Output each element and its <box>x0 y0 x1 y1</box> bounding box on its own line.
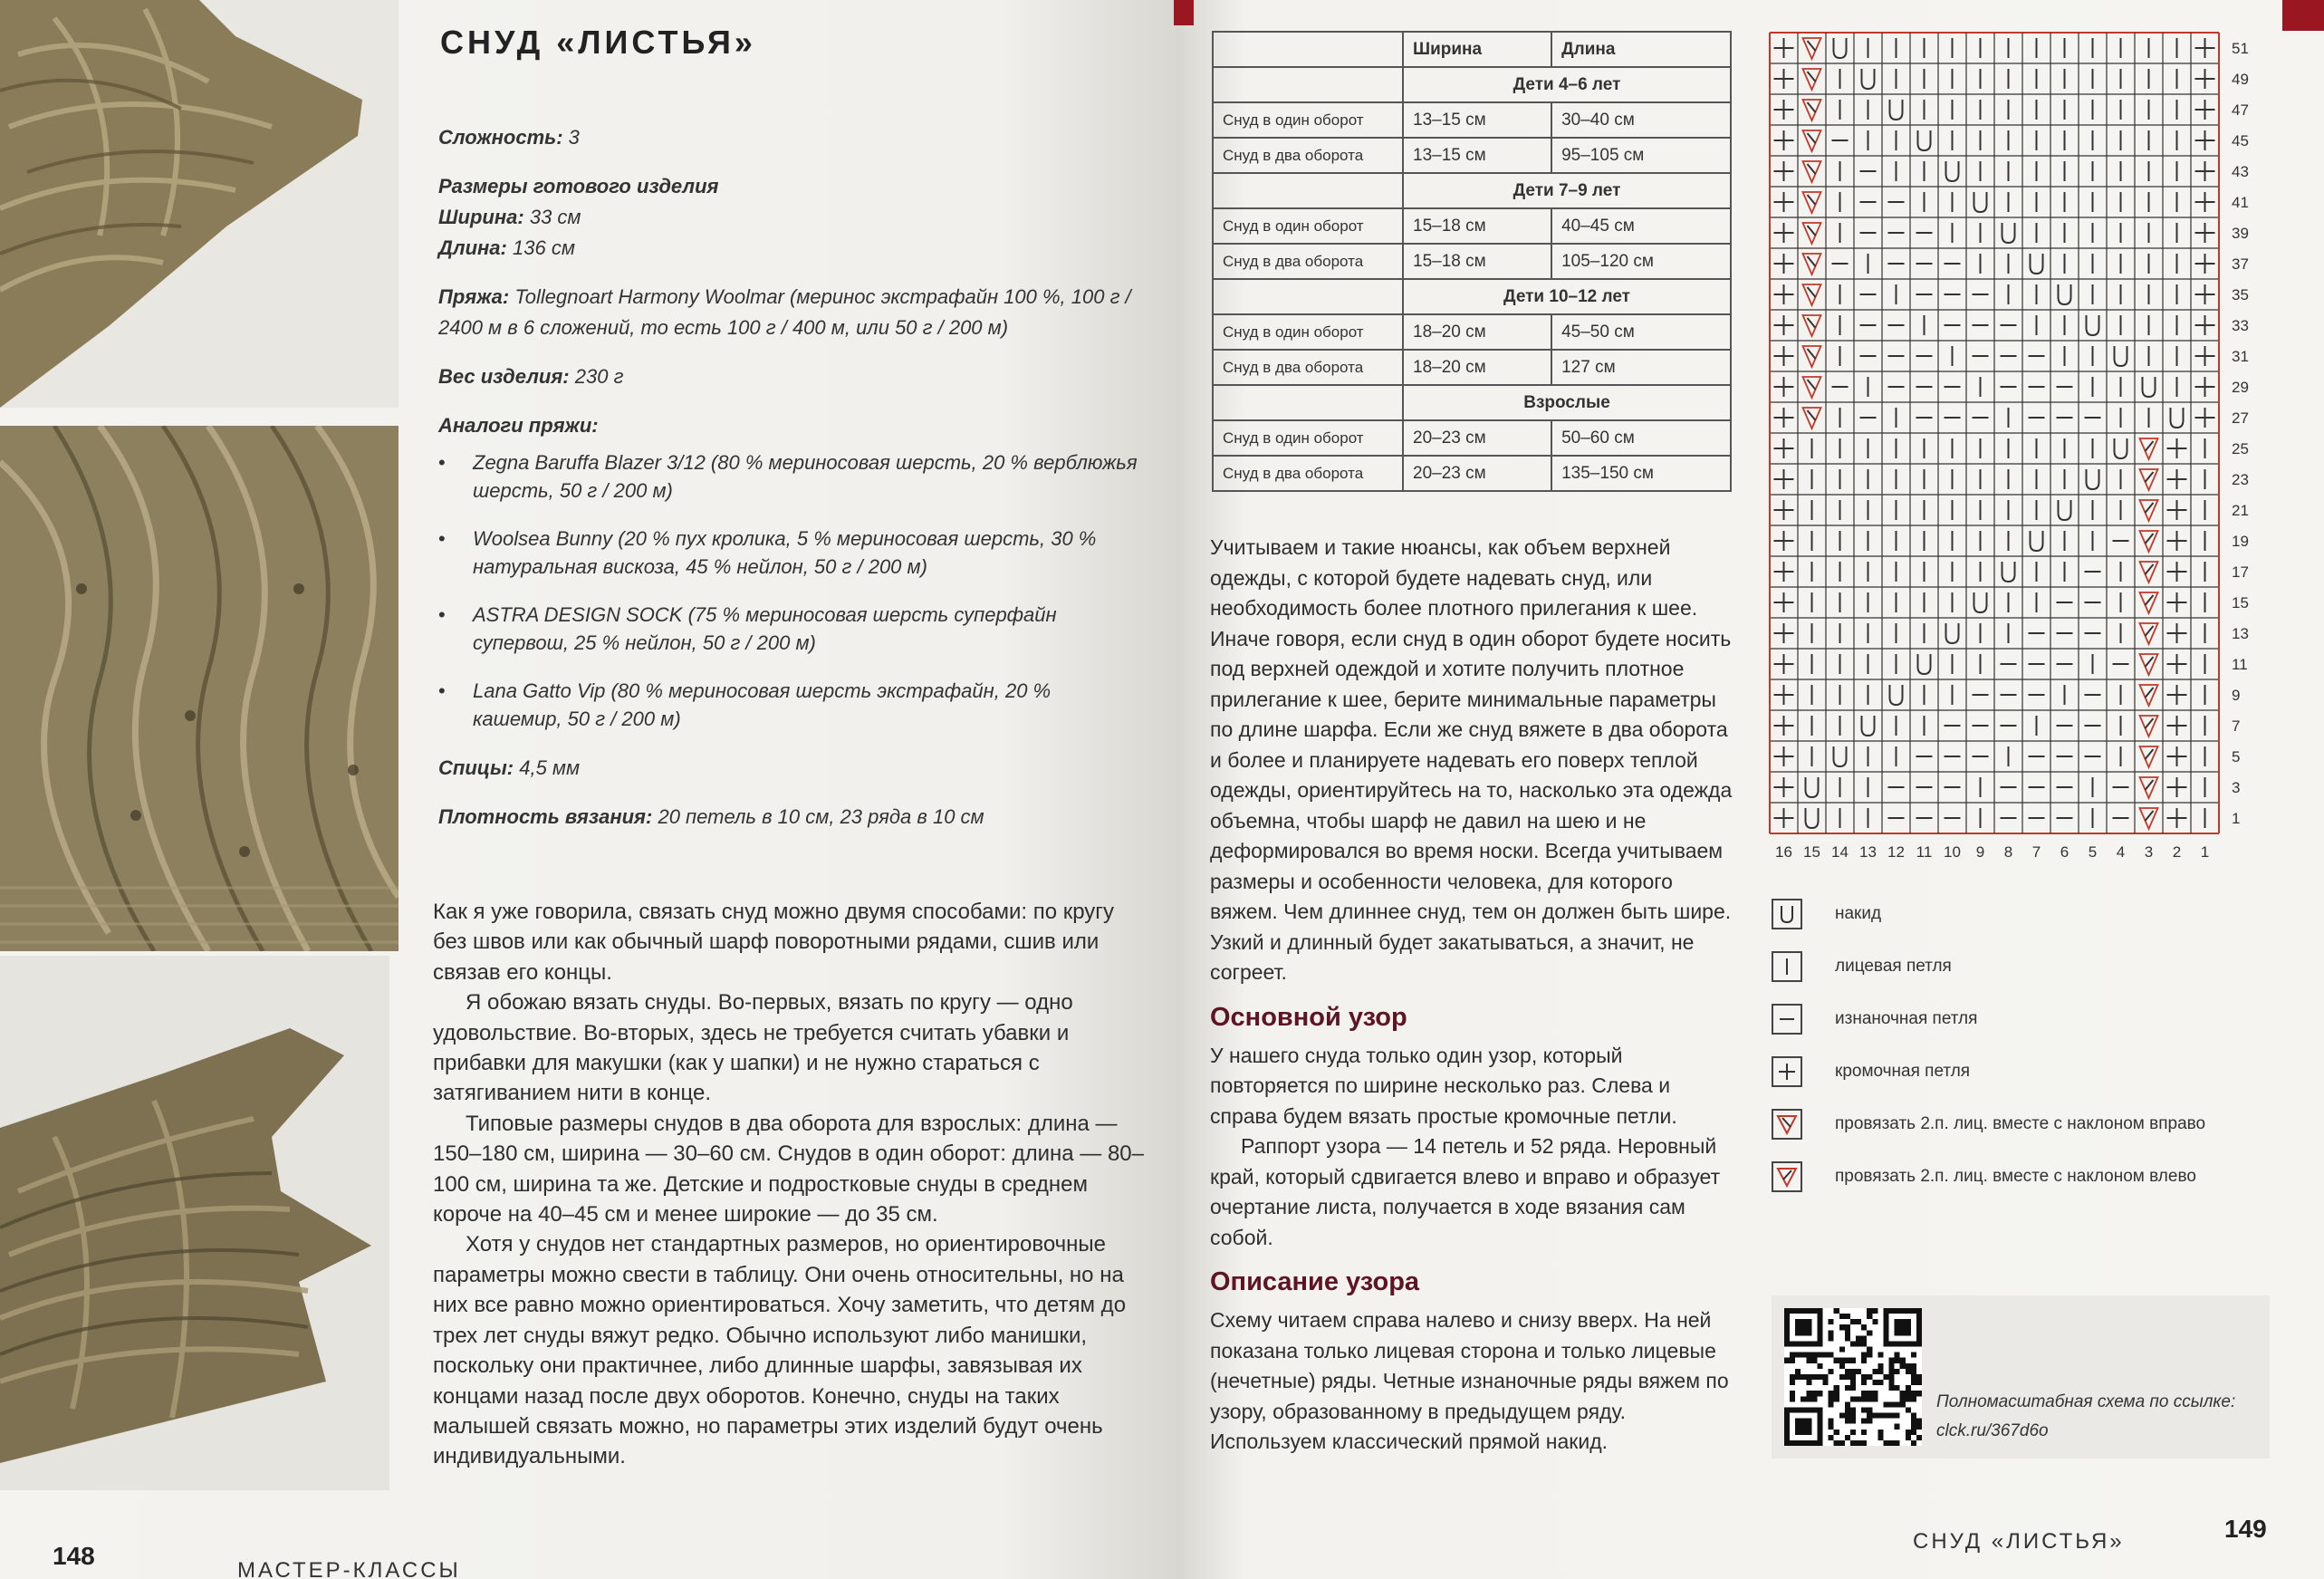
k2tog-left-mark <box>2140 500 2158 521</box>
yarn-over-icon <box>1772 899 1802 929</box>
k2tog-right-mark <box>1803 69 1821 90</box>
yarn-over-mark <box>1974 592 1987 612</box>
edge-stitch-mark <box>1774 531 1794 551</box>
legend-item: кромочная петля <box>1768 1045 2221 1098</box>
edge-stitch-mark <box>1774 377 1794 397</box>
row-number-label: 41 <box>2232 194 2249 211</box>
yarn-over-mark <box>1918 130 1931 150</box>
table-header-row: Ширина Длина <box>1213 32 1731 67</box>
row-number-label: 39 <box>2232 225 2249 242</box>
k2tog-left-mark <box>2140 654 2158 675</box>
snood-photo-closeup <box>0 426 399 951</box>
edge-stitch-mark <box>2195 223 2215 243</box>
table-group-row: Дети 4–6 лет <box>1213 67 1731 102</box>
knitting-chart <box>1768 31 2275 873</box>
column-number-label: 4 <box>2116 843 2126 861</box>
column-number-label: 15 <box>1803 843 1820 861</box>
yarn-over-mark <box>2031 254 2043 274</box>
edge-stitch-mark <box>2195 284 2215 304</box>
edge-stitch-mark <box>2195 315 2215 335</box>
column-number-label: 5 <box>2088 843 2098 861</box>
k2tog-right-mark <box>1803 254 1821 274</box>
cover-edge <box>2282 0 2324 31</box>
edge-stitch-mark <box>2167 438 2187 458</box>
yarn-over-mark <box>1946 623 1959 643</box>
edge-stitch-mark <box>2167 562 2187 582</box>
row-number-label: 5 <box>2232 748 2241 765</box>
k2tog-left-mark <box>2140 562 2158 582</box>
k2tog-left-mark <box>2140 531 2158 552</box>
running-footer-left: МАСТЕР-КЛАССЫ <box>237 1558 461 1579</box>
column-number-label: 12 <box>1887 843 1905 861</box>
yarn-over-mark <box>2059 500 2071 520</box>
k2tog-right-mark <box>1803 377 1821 398</box>
table-row: Снуд в два оборота 13–15 см 95–105 см <box>1213 138 1731 173</box>
legend-item: провязать 2.п. лиц. вместе с наклоном влево <box>1768 1151 2221 1203</box>
k2tog-left-mark <box>2140 777 2158 798</box>
row-number-label: 43 <box>2232 163 2249 180</box>
legend-item: изнаночная петля <box>1768 993 2221 1045</box>
right-body-text <box>1210 533 1733 1458</box>
edge-stitch-mark <box>2167 469 2187 489</box>
yarn-over-mark <box>1862 69 1875 89</box>
edge-stitch-mark <box>2167 531 2187 551</box>
column-number-label: 1 <box>2200 843 2210 861</box>
yarn-analogs-list <box>438 448 1145 733</box>
row-number-label: 19 <box>2232 533 2249 550</box>
edge-stitch-mark <box>2167 808 2187 828</box>
column-number-label: 11 <box>1916 843 1933 861</box>
row-number-label: 9 <box>2232 687 2241 704</box>
running-footer-right: СНУД «ЛИСТЬЯ» <box>1913 1529 2125 1554</box>
yarn-over-mark <box>1806 808 1819 828</box>
yarn-over-mark <box>2002 223 2015 243</box>
k2tog-left-icon <box>1772 1161 1802 1192</box>
purl-stitch-icon <box>1772 1004 1802 1035</box>
table-group-row: Дети 10–12 лет <box>1213 279 1731 314</box>
column-number-label: 7 <box>2031 843 2041 861</box>
k2tog-right-mark <box>1803 192 1821 213</box>
edge-stitch-mark <box>2167 746 2187 766</box>
k2tog-left-mark <box>2140 592 2158 613</box>
edge-stitch-mark <box>1774 192 1794 212</box>
edge-stitch-mark <box>2167 716 2187 736</box>
legend-item: провязать 2.п. лиц. вместе с наклоном вправо <box>1768 1098 2221 1151</box>
edge-stitch-mark <box>2195 408 2215 428</box>
pattern-specs <box>438 122 1145 833</box>
paragraph: Я обожаю вязать снуды. Во-первых, вязать по кругу — одно удовольствие. Во-вторых, здесь не требуется считать убавки и прибавки для макушки (как у шапки) и не нужно стараться с затягиванием нити в конце. <box>433 990 1073 1106</box>
column-number-label: 10 <box>1944 843 1961 861</box>
row-number-label: 25 <box>2232 440 2249 457</box>
row-number-label: 21 <box>2232 502 2249 519</box>
yarn-over-mark <box>1890 100 1903 120</box>
section-heading-main-pattern: Основной узор <box>1210 1002 1407 1032</box>
k2tog-right-mark <box>1803 38 1821 59</box>
yarn-over-mark <box>1806 777 1819 797</box>
analogs-heading: Аналоги пряжи: <box>438 414 599 437</box>
left-body-text <box>433 897 1148 1472</box>
qr-link[interactable]: clck.ru/367d6o <box>1936 1421 2049 1440</box>
yarn-over-mark <box>2115 346 2127 366</box>
snood-photo-flat <box>0 956 389 1490</box>
k2tog-right-icon <box>1772 1109 1802 1140</box>
edge-stitch-mark <box>1774 716 1794 736</box>
edge-stitch-mark <box>1774 654 1794 674</box>
yarn-over-mark <box>1890 685 1903 705</box>
yarn-over-mark <box>1918 654 1931 674</box>
k2tog-left-mark <box>2140 469 2158 490</box>
table-row: Снуд в два оборота 18–20 см 127 см <box>1213 350 1731 385</box>
gauge-line: Плотность вязания: 20 петель в 10 см, 23 ряда в 10 см <box>438 805 984 828</box>
length-line: Длина: 136 см <box>438 236 575 259</box>
knitting-chart-svg <box>1768 31 2275 873</box>
edge-stitch-mark <box>2195 38 2215 58</box>
chart-legend <box>1768 888 2221 1203</box>
row-number-label: 33 <box>2232 317 2249 334</box>
row-number-label: 35 <box>2232 286 2249 303</box>
k2tog-left-mark <box>2140 438 2158 459</box>
paragraph: Схему читаем справа налево и снизу вверх. На ней показана только лицевая сторона и только лицевые (нечетные) ряды. Четные изнаночные ряды вяжем по узору, образованному в предыдущем ряду. Используем классический прямой накид. <box>1210 1308 1729 1453</box>
complexity-line: Сложность: 3 <box>438 126 580 149</box>
edge-stitch-mark <box>2195 254 2215 274</box>
edge-stitch-mark <box>1774 284 1794 304</box>
edge-stitch-mark <box>1774 408 1794 428</box>
paragraph: У нашего снуда только один узор, который повторяется по ширине несколько раз. Слева и справа будем вязать простые кромочные петли. <box>1210 1043 1677 1128</box>
table-row: Снуд в один оборот 18–20 см 45–50 см <box>1213 314 1731 350</box>
edge-stitch-mark <box>2195 161 2215 181</box>
row-number-label: 31 <box>2232 348 2249 365</box>
paragraph: Хотя у снудов нет стандартных размеров, но ориентировочные параметры можно свести в таблицу. Они очень относительны, но на них все равно можно ориентироваться. Хочу заметить, что детям до трех лет снуды вяжут редко. Обычно используют либо манишки, поскольку они практичнее, либо длинные шарфы, завязывая их концами назад после двух оборотов. Конечно, снуды на таких малышей связать можно, но параметры этих изделий будут очень индивидуальными. <box>433 1232 1127 1469</box>
row-number-label: 27 <box>2232 409 2249 427</box>
section-heading-pattern-description: Описание узора <box>1210 1267 1420 1296</box>
k2tog-right-mark <box>1803 315 1821 336</box>
row-number-label: 29 <box>2232 379 2249 396</box>
edge-stitch-mark <box>1774 623 1794 643</box>
column-number-label: 9 <box>1975 843 1985 861</box>
row-number-label: 45 <box>2232 132 2249 149</box>
yarn-over-mark <box>2171 408 2184 428</box>
table-group-row: Дети 7–9 лет <box>1213 173 1731 208</box>
yarn-over-mark <box>2087 315 2099 335</box>
knit-stitch-icon <box>1772 951 1802 982</box>
k2tog-right-mark <box>1803 408 1821 428</box>
edge-stitch-mark <box>1774 100 1794 120</box>
k2tog-left-mark <box>2140 623 2158 644</box>
table-row: Снуд в два оборота 15–18 см 105–120 см <box>1213 244 1731 279</box>
table-row: Снуд в два оборота 20–23 см 135–150 см <box>1213 456 1731 491</box>
needles-line: Спицы: 4,5 мм <box>438 756 581 779</box>
edge-stitch-mark <box>2195 100 2215 120</box>
edge-stitch-mark <box>1774 562 1794 582</box>
yarn-over-mark <box>2115 438 2127 458</box>
edge-stitch-mark <box>1774 592 1794 612</box>
bookmark-ribbon <box>1174 0 1194 25</box>
k2tog-right-mark <box>1803 130 1821 151</box>
column-number-label: 8 <box>2003 843 2013 861</box>
row-number-label: 23 <box>2232 471 2249 488</box>
page-number-left: 148 <box>53 1542 95 1570</box>
yarn-over-mark <box>2002 562 2015 582</box>
paragraph: Учитываем и такие нюансы, как объем верхней одежды, с которой будете надевать снуд, или необходимость более плотного прилегания к шее. Иначе говоря, если снуд в один оборот будете носить под верхней одеждой и хотите получить плотное прилегание к шее, берите минимальные параметры по длине шарфа. Если же снуд вяжете в два оборота и более и планируете надевать его поверх теплой одежды, ориентируйтесь на то, насколько эта одежда объемна, чтобы шарф не давил на шею и не деформировался во время носки. Всегда учитываем размеры и особенности человека, для которого вяжем. Чем длиннее снуд, тем он должен быть шире. Узкий и длинный будет закатываться, а значит, не согреет. <box>1210 535 1733 984</box>
row-number-label: 37 <box>2232 255 2249 273</box>
list-item: • Zegna Baruffa Blazer 3/12 (80 % мериносовая шерсть, 20 % верблюжья шерсть, 50 г / 200 м) <box>438 448 1145 505</box>
list-item: • Woolsea Bunny (20 % пух кролика, 5 % мериносовая шерсть, 30 % натуральная вискоза, 45 % нейлон, 50 г / 200 м) <box>438 525 1145 581</box>
edge-stitch-mark <box>1774 685 1794 705</box>
snood-photo-top <box>0 0 399 408</box>
edge-stitch-mark <box>1774 161 1794 181</box>
edge-stitch-mark <box>2167 654 2187 674</box>
yarn-line: Пряжа: Tollegnoart Harmony Woolmar (меринос экстрафайн 100 %, 100 г / 2400 м в 6 сложений, то есть 100 г / 400 м, или 50 г / 200 м) <box>438 285 1131 339</box>
yarn-over-mark <box>1834 746 1847 766</box>
column-number-label: 14 <box>1831 843 1849 861</box>
yarn-over-mark <box>2143 377 2156 397</box>
edge-stitch-mark <box>1774 469 1794 489</box>
k2tog-left-mark <box>2140 685 2158 706</box>
edge-stitch-mark <box>1774 38 1794 58</box>
edge-stitch-icon <box>1772 1056 1802 1087</box>
edge-stitch-mark <box>2195 346 2215 366</box>
row-number-label: 13 <box>2232 625 2249 642</box>
row-number-label: 1 <box>2232 810 2241 827</box>
yarn-over-mark <box>2087 469 2099 489</box>
edge-stitch-mark <box>2167 777 2187 797</box>
edge-stitch-mark <box>1774 315 1794 335</box>
row-number-label: 3 <box>2232 779 2241 796</box>
qr-caption: Полномасштабная схема по ссылке: clck.ru/367d6o <box>1936 1388 2262 1446</box>
edge-stitch-mark <box>2195 130 2215 150</box>
table-row: Снуд в один оборот 13–15 см 30–40 см <box>1213 102 1731 138</box>
edge-stitch-mark <box>2195 377 2215 397</box>
k2tog-left-mark <box>2140 716 2158 737</box>
edge-stitch-mark <box>2195 69 2215 89</box>
list-item: • Lana Gatto Vip (80 % мериносовая шерсть экстрафайн, 20 % кашемир, 50 г / 200 м) <box>438 677 1145 733</box>
qr-code-icon[interactable] <box>1784 1308 1922 1446</box>
list-item: • ASTRA DESIGN SOCK (75 % мериносовая шерсть суперфайн супервош, 25 % нейлон, 50 г / 200 м) <box>438 601 1145 657</box>
weight-line: Вес изделия: 230 г <box>438 365 624 388</box>
edge-stitch-mark <box>2167 500 2187 520</box>
row-number-label: 49 <box>2232 71 2249 88</box>
paragraph: Как я уже говорила, связать снуд можно двумя способами: по кругу без швов или как обычный шарф поворотными рядами, сшив или связав его концы. <box>433 900 1115 985</box>
table-row: Снуд в один оборот 15–18 см 40–45 см <box>1213 208 1731 244</box>
edge-stitch-mark <box>1774 346 1794 366</box>
page-number-right: 149 <box>2224 1515 2267 1543</box>
k2tog-right-mark <box>1803 346 1821 367</box>
paragraph: Раппорт узора — 14 петель и 52 ряда. Неровный край, который сдвигается влево и вправо и образует очертание листа, получается в ходе вязания сам собой. <box>1210 1134 1721 1249</box>
k2tog-right-mark <box>1803 100 1821 120</box>
yarn-over-mark <box>2059 284 2071 304</box>
size-table <box>1212 31 1732 492</box>
yarn-over-mark <box>2031 531 2043 551</box>
k2tog-left-mark <box>2140 746 2158 767</box>
edge-stitch-mark <box>1774 808 1794 828</box>
row-number-label: 15 <box>2232 594 2249 611</box>
yarn-over-mark <box>1862 716 1875 736</box>
row-number-label: 11 <box>2232 656 2248 673</box>
page-title: СНУД «ЛИСТЬЯ» <box>440 24 756 61</box>
table-group-row: Взрослые <box>1213 385 1731 420</box>
legend-item: лицевая петля <box>1768 940 2221 993</box>
edge-stitch-mark <box>1774 223 1794 243</box>
k2tog-right-mark <box>1803 223 1821 244</box>
k2tog-left-mark <box>2140 808 2158 829</box>
yarn-over-mark <box>1834 38 1847 58</box>
column-number-label: 13 <box>1859 843 1877 861</box>
yarn-over-mark <box>1946 161 1959 181</box>
column-number-label: 16 <box>1775 843 1792 861</box>
row-number-label: 17 <box>2232 563 2249 581</box>
column-number-label: 3 <box>2144 843 2154 861</box>
yarn-over-mark <box>1974 192 1987 212</box>
edge-stitch-mark <box>1774 438 1794 458</box>
edge-stitch-mark <box>1774 254 1794 274</box>
edge-stitch-mark <box>2195 192 2215 212</box>
width-line: Ширина: 33 см <box>438 206 581 228</box>
edge-stitch-mark <box>2167 623 2187 643</box>
row-number-label: 7 <box>2232 717 2241 735</box>
edge-stitch-mark <box>1774 500 1794 520</box>
table-row: Снуд в один оборот 20–23 см 50–60 см <box>1213 420 1731 456</box>
column-number-label: 6 <box>2060 843 2070 861</box>
paragraph: Типовые размеры снудов в два оборота для взрослых: длина — 150–180 см, ширина — 30–60 см. Снудов в один оборот: длина — 80–100 см, ширина та же. Детские и подростковые снуды в среднем короче на 40–45 см и менее широкие — до 35 см. <box>433 1111 1144 1228</box>
edge-stitch-mark <box>2167 685 2187 705</box>
column-number-label: 2 <box>2172 843 2182 861</box>
k2tog-right-mark <box>1803 284 1821 305</box>
row-number-label: 51 <box>2232 40 2249 57</box>
sizes-heading: Размеры готового изделия <box>438 175 719 197</box>
edge-stitch-mark <box>1774 130 1794 150</box>
k2tog-right-mark <box>1803 161 1821 182</box>
edge-stitch-mark <box>1774 777 1794 797</box>
legend-item: накид <box>1768 888 2221 940</box>
edge-stitch-mark <box>1774 746 1794 766</box>
row-number-label: 47 <box>2232 101 2249 119</box>
edge-stitch-mark <box>1774 69 1794 89</box>
edge-stitch-mark <box>2167 592 2187 612</box>
